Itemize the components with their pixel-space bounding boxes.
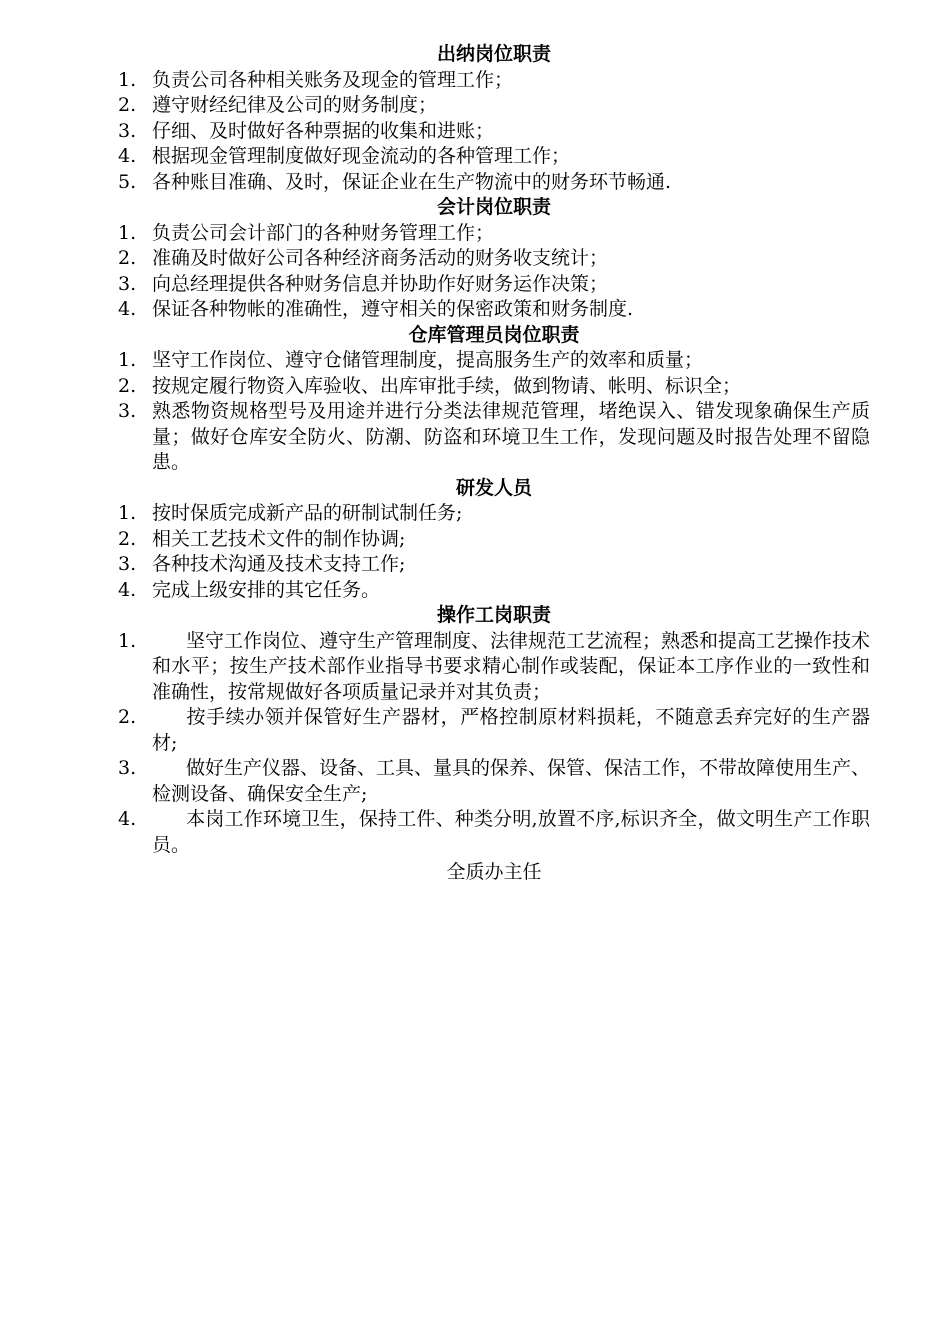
item-number: 1. xyxy=(118,502,137,524)
item-number: 3. xyxy=(118,119,137,142)
list-item xyxy=(118,374,870,400)
list-item xyxy=(118,578,870,604)
item-text: 按时保质完成新产品的研制试制任务; xyxy=(152,502,463,524)
document-page xyxy=(118,42,870,886)
item-text: 做好生产仪器、设备、工具、量具的保养、保管、保洁工作，不带故障使用生产、检测设备、确保安全生产; xyxy=(152,757,871,805)
item-text: 负责公司会计部门的各种财务管理工作； xyxy=(152,221,495,244)
item-number: 2. xyxy=(118,247,137,269)
item-number: 4. xyxy=(118,298,137,320)
item-text: 向总经理提供各种财务信息并协助作好财务运作决策； xyxy=(152,272,609,295)
list-item xyxy=(118,705,870,756)
item-number: 4. xyxy=(118,145,137,167)
signature: 全质办主任 xyxy=(446,861,542,883)
accountant-duties-list xyxy=(118,221,870,323)
list-item xyxy=(118,807,870,858)
list-item xyxy=(118,119,870,145)
list-item xyxy=(118,629,870,706)
item-number: 3. xyxy=(118,757,137,779)
list-item xyxy=(118,272,870,298)
item-number: 3. xyxy=(118,272,137,295)
item-text: 各种技术沟通及技术支持工作; xyxy=(152,553,406,575)
item-text: 保证各种物帐的准确性，遵守相关的保密政策和财务制度. xyxy=(152,298,634,320)
list-item xyxy=(118,68,870,94)
warehouse-duties-list xyxy=(118,348,870,476)
section-title-operator: 操作工岗职责 xyxy=(436,604,551,626)
list-item xyxy=(118,246,870,272)
item-text: 遵守财经纪律及公司的财务制度； xyxy=(152,94,438,116)
list-item xyxy=(118,399,870,476)
item-number: 2. xyxy=(118,374,137,397)
item-number: 1. xyxy=(118,221,137,244)
section-title-cashier: 出纳岗位职责 xyxy=(436,43,551,65)
list-item xyxy=(118,501,870,527)
list-item xyxy=(118,756,870,807)
item-number: 4. xyxy=(118,808,137,830)
item-text: 按规定履行物资入库验收、出库审批手续，做到物请、帐明、标识全； xyxy=(152,374,742,397)
cashier-duties-list xyxy=(118,68,870,196)
list-item xyxy=(118,552,870,578)
list-item xyxy=(118,93,870,119)
list-item xyxy=(118,527,870,553)
item-text: 坚守工作岗位、遵守生产管理制度、法律规范工艺流程；熟悉和提高工艺操作技术和水平；按生产技术部作业指导书要求精心制作或装配，保证本工序作业的一致性和准确性，按常规做好各项质量记录并对其负责； xyxy=(152,629,871,703)
item-text: 准确及时做好公司各种经济商务活动的财务收支统计； xyxy=(152,247,609,269)
item-text: 仔细、及时做好各种票据的收集和进账； xyxy=(152,119,495,142)
operator-duties-list xyxy=(118,629,870,859)
item-number: 2. xyxy=(118,94,137,116)
list-item xyxy=(118,348,870,374)
item-text: 完成上级安排的其它任务。 xyxy=(152,578,381,601)
item-text: 相关工艺技术文件的制作协调; xyxy=(152,527,406,550)
rnd-duties-list xyxy=(118,501,870,603)
item-text: 按手续办领并保管好生产器材，严格控制原材料损耗，不随意丢弃完好的生产器材; xyxy=(152,706,870,754)
list-item xyxy=(118,221,870,247)
list-item xyxy=(118,144,870,170)
list-item xyxy=(118,297,870,323)
item-number: 3. xyxy=(118,553,137,575)
item-text: 根据现金管理制度做好现金流动的各种管理工作； xyxy=(152,145,571,167)
item-number: 1. xyxy=(118,68,137,91)
item-number: 1. xyxy=(118,629,137,652)
item-number: 1. xyxy=(118,349,137,371)
item-number: 2. xyxy=(118,706,137,728)
item-number: 2. xyxy=(118,527,137,550)
list-item xyxy=(118,170,870,196)
item-text: 本岗工作环境卫生，保持工件、种类分明,放置不序,标识齐全，做文明生产工作职员。 xyxy=(152,808,870,856)
item-text: 负责公司各种相关账务及现金的管理工作； xyxy=(152,68,514,91)
section-title-rnd: 研发人员 xyxy=(455,476,532,499)
item-text: 坚守工作岗位、遵守仓储管理制度，提高服务生产的效率和质量； xyxy=(152,349,704,371)
item-text: 熟悉物资规格型号及用途并进行分类法律规范管理，堵绝误入、错发现象确保生产质量；做好仓库安全防火、防潮、防盗和环境卫生工作，发现问题及时报告处理不留隐患。 xyxy=(152,400,870,473)
item-number: 3. xyxy=(118,400,137,422)
section-title-warehouse: 仓库管理员岗位职责 xyxy=(408,323,580,346)
item-number: 5. xyxy=(118,170,137,193)
item-number: 4. xyxy=(118,578,137,601)
section-title-accountant: 会计岗位职责 xyxy=(436,196,551,218)
item-text: 各种账目准确、及时，保证企业在生产物流中的财务环节畅通. xyxy=(152,170,672,193)
